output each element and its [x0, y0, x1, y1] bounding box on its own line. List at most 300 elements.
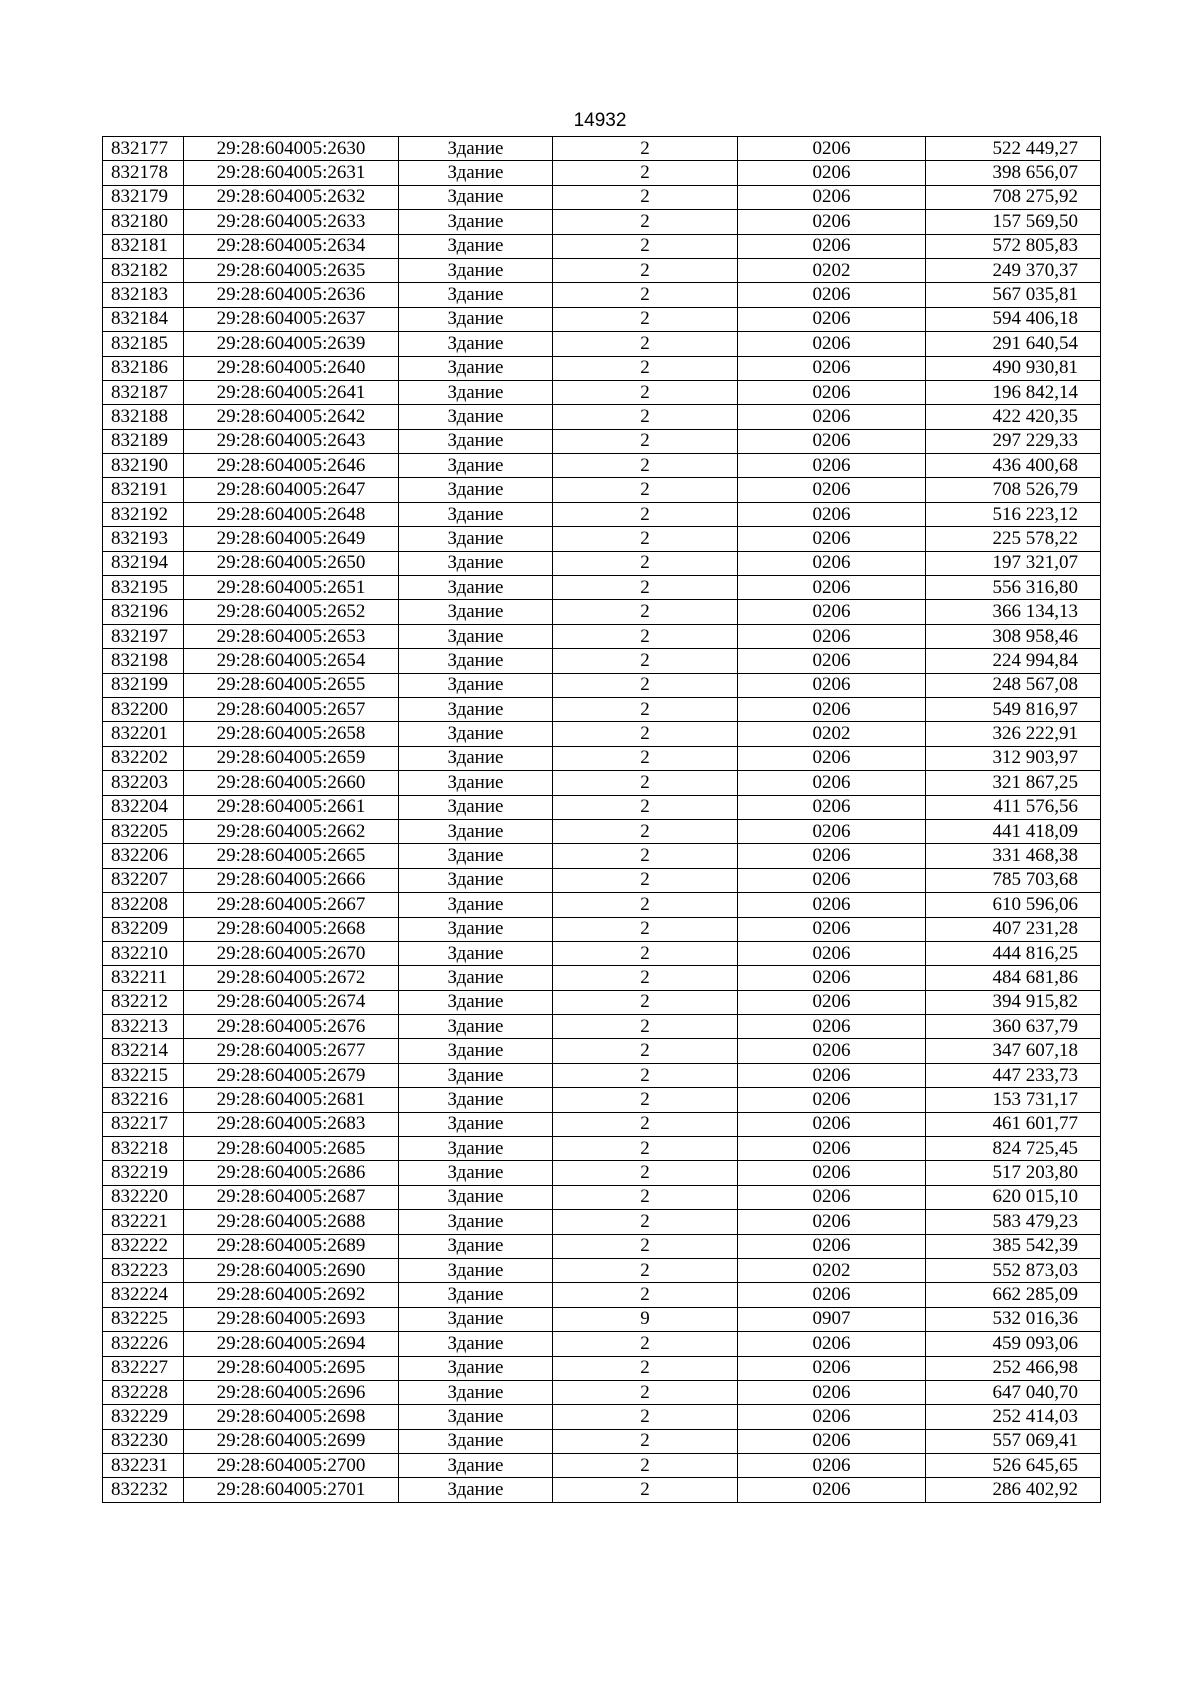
- table-row: [103, 771, 1101, 795]
- code-cell: 0206: [738, 1332, 926, 1356]
- code-cell: 0206: [738, 868, 926, 892]
- value-cell: 398 656,07: [926, 161, 1101, 185]
- group-cell: 2: [553, 1210, 738, 1234]
- object-type-cell: Здание: [399, 210, 553, 234]
- group-cell: 2: [553, 1429, 738, 1453]
- table-row: [103, 527, 1101, 551]
- table-row: [103, 478, 1101, 502]
- object-type-cell: Здание: [399, 258, 553, 282]
- table-row: [103, 576, 1101, 600]
- row-number-cell: 832199: [103, 673, 184, 697]
- object-type-cell: Здание: [399, 1356, 553, 1380]
- value-cell: 785 703,68: [926, 868, 1101, 892]
- cadastral-number-cell: 29:28:604005:2651: [184, 576, 399, 600]
- object-type-cell: Здание: [399, 527, 553, 551]
- table-row: [103, 1185, 1101, 1209]
- code-cell: 0206: [738, 1112, 926, 1136]
- code-cell: 0206: [738, 137, 926, 161]
- group-cell: 2: [553, 819, 738, 843]
- code-cell: 0206: [738, 332, 926, 356]
- object-type-cell: Здание: [399, 1015, 553, 1039]
- object-type-cell: Здание: [399, 624, 553, 648]
- group-cell: 2: [553, 307, 738, 331]
- table-row: [103, 1478, 1101, 1502]
- table-row: [103, 1088, 1101, 1112]
- code-cell: 0206: [738, 819, 926, 843]
- value-cell: 557 069,41: [926, 1429, 1101, 1453]
- value-cell: 291 640,54: [926, 332, 1101, 356]
- code-cell: 0206: [738, 697, 926, 721]
- cadastral-number-cell: 29:28:604005:2686: [184, 1161, 399, 1185]
- table-row: [103, 746, 1101, 770]
- code-cell: 0206: [738, 1405, 926, 1429]
- row-number-cell: 832213: [103, 1015, 184, 1039]
- row-number-cell: 832217: [103, 1112, 184, 1136]
- table-row: [103, 1112, 1101, 1136]
- table-row: [103, 795, 1101, 819]
- table-row: [103, 454, 1101, 478]
- group-cell: 2: [553, 746, 738, 770]
- code-cell: 0202: [738, 1258, 926, 1282]
- table-row: [103, 819, 1101, 843]
- cadastral-number-cell: 29:28:604005:2660: [184, 771, 399, 795]
- table-row: [103, 380, 1101, 404]
- table-row: [103, 600, 1101, 624]
- group-cell: 2: [553, 1039, 738, 1063]
- value-cell: 552 873,03: [926, 1258, 1101, 1282]
- row-number-cell: 832207: [103, 868, 184, 892]
- row-number-cell: 832218: [103, 1137, 184, 1161]
- cadastral-number-cell: 29:28:604005:2643: [184, 429, 399, 453]
- object-type-cell: Здание: [399, 1405, 553, 1429]
- code-cell: 0206: [738, 576, 926, 600]
- value-cell: 347 607,18: [926, 1039, 1101, 1063]
- cadastral-number-cell: 29:28:604005:2693: [184, 1307, 399, 1331]
- table-row: [103, 1380, 1101, 1404]
- table-row: [103, 966, 1101, 990]
- group-cell: 2: [553, 697, 738, 721]
- code-cell: 0206: [738, 1283, 926, 1307]
- value-cell: 196 842,14: [926, 380, 1101, 404]
- table-row: [103, 624, 1101, 648]
- code-cell: 0907: [738, 1307, 926, 1331]
- value-cell: 366 134,13: [926, 600, 1101, 624]
- table-row: [103, 502, 1101, 526]
- value-cell: 312 903,97: [926, 746, 1101, 770]
- group-cell: 2: [553, 844, 738, 868]
- table-row: [103, 1015, 1101, 1039]
- group-cell: 2: [553, 624, 738, 648]
- object-type-cell: Здание: [399, 893, 553, 917]
- value-cell: 647 040,70: [926, 1380, 1101, 1404]
- value-cell: 407 231,28: [926, 917, 1101, 941]
- code-cell: 0206: [738, 1185, 926, 1209]
- object-type-cell: Здание: [399, 1234, 553, 1258]
- object-type-cell: Здание: [399, 356, 553, 380]
- code-cell: 0206: [738, 527, 926, 551]
- group-cell: 2: [553, 356, 738, 380]
- table-row: [103, 868, 1101, 892]
- value-cell: 620 015,10: [926, 1185, 1101, 1209]
- group-cell: 2: [553, 1088, 738, 1112]
- group-cell: 2: [553, 893, 738, 917]
- cadastral-number-cell: 29:28:604005:2690: [184, 1258, 399, 1282]
- group-cell: 2: [553, 161, 738, 185]
- value-cell: 321 867,25: [926, 771, 1101, 795]
- group-cell: 2: [553, 1454, 738, 1478]
- row-number-cell: 832209: [103, 917, 184, 941]
- object-type-cell: Здание: [399, 1454, 553, 1478]
- object-type-cell: Здание: [399, 1478, 553, 1502]
- object-type-cell: Здание: [399, 771, 553, 795]
- code-cell: 0206: [738, 185, 926, 209]
- cadastral-number-cell: 29:28:604005:2665: [184, 844, 399, 868]
- value-cell: 556 316,80: [926, 576, 1101, 600]
- group-cell: 2: [553, 258, 738, 282]
- cadastral-number-cell: 29:28:604005:2654: [184, 649, 399, 673]
- group-cell: 2: [553, 990, 738, 1014]
- cadastral-number-cell: 29:28:604005:2661: [184, 795, 399, 819]
- table-body: [103, 137, 1101, 1503]
- code-cell: 0206: [738, 649, 926, 673]
- cadastral-number-cell: 29:28:604005:2658: [184, 722, 399, 746]
- cadastral-number-cell: 29:28:604005:2633: [184, 210, 399, 234]
- row-number-cell: 832194: [103, 551, 184, 575]
- cadastral-number-cell: 29:28:604005:2668: [184, 917, 399, 941]
- value-cell: 594 406,18: [926, 307, 1101, 331]
- object-type-cell: Здание: [399, 307, 553, 331]
- object-type-cell: Здание: [399, 868, 553, 892]
- cadastral-number-cell: 29:28:604005:2692: [184, 1283, 399, 1307]
- row-number-cell: 832185: [103, 332, 184, 356]
- cadastral-number-cell: 29:28:604005:2635: [184, 258, 399, 282]
- cadastral-number-cell: 29:28:604005:2699: [184, 1429, 399, 1453]
- object-type-cell: Здание: [399, 649, 553, 673]
- cadastral-number-cell: 29:28:604005:2648: [184, 502, 399, 526]
- group-cell: 2: [553, 868, 738, 892]
- row-number-cell: 832232: [103, 1478, 184, 1502]
- table-row: [103, 1258, 1101, 1282]
- cadastral-number-cell: 29:28:604005:2666: [184, 868, 399, 892]
- group-cell: 2: [553, 429, 738, 453]
- value-cell: 225 578,22: [926, 527, 1101, 551]
- code-cell: 0206: [738, 893, 926, 917]
- object-type-cell: Здание: [399, 429, 553, 453]
- value-cell: 459 093,06: [926, 1332, 1101, 1356]
- value-cell: 157 569,50: [926, 210, 1101, 234]
- code-cell: 0206: [738, 795, 926, 819]
- group-cell: 2: [553, 502, 738, 526]
- group-cell: 2: [553, 551, 738, 575]
- cadastral-number-cell: 29:28:604005:2676: [184, 1015, 399, 1039]
- row-number-cell: 832192: [103, 502, 184, 526]
- cadastral-number-cell: 29:28:604005:2650: [184, 551, 399, 575]
- cadastral-number-cell: 29:28:604005:2636: [184, 283, 399, 307]
- row-number-cell: 832214: [103, 1039, 184, 1063]
- table-row: [103, 1356, 1101, 1380]
- row-number-cell: 832184: [103, 307, 184, 331]
- table-row: [103, 1429, 1101, 1453]
- cadastral-number-cell: 29:28:604005:2698: [184, 1405, 399, 1429]
- table-row: [103, 137, 1101, 161]
- group-cell: 2: [553, 941, 738, 965]
- object-type-cell: Здание: [399, 1258, 553, 1282]
- value-cell: 824 725,45: [926, 1137, 1101, 1161]
- row-number-cell: 832179: [103, 185, 184, 209]
- group-cell: 2: [553, 137, 738, 161]
- value-cell: 394 915,82: [926, 990, 1101, 1014]
- value-cell: 572 805,83: [926, 234, 1101, 258]
- table-row: [103, 1137, 1101, 1161]
- group-cell: 2: [553, 649, 738, 673]
- cadastral-number-cell: 29:28:604005:2632: [184, 185, 399, 209]
- object-type-cell: Здание: [399, 1210, 553, 1234]
- group-cell: 2: [553, 185, 738, 209]
- object-type-cell: Здание: [399, 917, 553, 941]
- table-row: [103, 1039, 1101, 1063]
- code-cell: 0206: [738, 1356, 926, 1380]
- row-number-cell: 832200: [103, 697, 184, 721]
- group-cell: 2: [553, 1332, 738, 1356]
- object-type-cell: Здание: [399, 795, 553, 819]
- table-row: [103, 332, 1101, 356]
- code-cell: 0206: [738, 161, 926, 185]
- row-number-cell: 832180: [103, 210, 184, 234]
- value-cell: 249 370,37: [926, 258, 1101, 282]
- group-cell: 2: [553, 673, 738, 697]
- value-cell: 286 402,92: [926, 1478, 1101, 1502]
- row-number-cell: 832225: [103, 1307, 184, 1331]
- cadastral-number-cell: 29:28:604005:2681: [184, 1088, 399, 1112]
- code-cell: 0206: [738, 356, 926, 380]
- code-cell: 0202: [738, 722, 926, 746]
- object-type-cell: Здание: [399, 380, 553, 404]
- code-cell: 0206: [738, 380, 926, 404]
- group-cell: 2: [553, 1015, 738, 1039]
- table-row: [103, 941, 1101, 965]
- code-cell: 0206: [738, 1161, 926, 1185]
- object-type-cell: Здание: [399, 746, 553, 770]
- group-cell: 2: [553, 722, 738, 746]
- object-type-cell: Здание: [399, 1137, 553, 1161]
- code-cell: 0206: [738, 283, 926, 307]
- group-cell: 2: [553, 917, 738, 941]
- value-cell: 567 035,81: [926, 283, 1101, 307]
- code-cell: 0206: [738, 990, 926, 1014]
- row-number-cell: 832205: [103, 819, 184, 843]
- value-cell: 549 816,97: [926, 697, 1101, 721]
- table-row: [103, 990, 1101, 1014]
- row-number-cell: 832228: [103, 1380, 184, 1404]
- cadastral-number-cell: 29:28:604005:2679: [184, 1063, 399, 1087]
- cadastral-number-cell: 29:28:604005:2649: [184, 527, 399, 551]
- cadastral-number-cell: 29:28:604005:2657: [184, 697, 399, 721]
- table-row: [103, 356, 1101, 380]
- group-cell: 2: [553, 478, 738, 502]
- group-cell: 9: [553, 1307, 738, 1331]
- table-row: [103, 1405, 1101, 1429]
- value-cell: 516 223,12: [926, 502, 1101, 526]
- object-type-cell: Здание: [399, 283, 553, 307]
- object-type-cell: Здание: [399, 234, 553, 258]
- object-type-cell: Здание: [399, 1380, 553, 1404]
- row-number-cell: 832189: [103, 429, 184, 453]
- value-cell: 708 275,92: [926, 185, 1101, 209]
- row-number-cell: 832208: [103, 893, 184, 917]
- row-number-cell: 832221: [103, 1210, 184, 1234]
- group-cell: 2: [553, 527, 738, 551]
- object-type-cell: Здание: [399, 819, 553, 843]
- cadastral-number-cell: 29:28:604005:2685: [184, 1137, 399, 1161]
- row-number-cell: 832206: [103, 844, 184, 868]
- cadastral-number-cell: 29:28:604005:2689: [184, 1234, 399, 1258]
- row-number-cell: 832188: [103, 405, 184, 429]
- cadastral-number-cell: 29:28:604005:2634: [184, 234, 399, 258]
- cadastral-number-cell: 29:28:604005:2694: [184, 1332, 399, 1356]
- value-cell: 422 420,35: [926, 405, 1101, 429]
- object-type-cell: Здание: [399, 722, 553, 746]
- row-number-cell: 832190: [103, 454, 184, 478]
- object-type-cell: Здание: [399, 966, 553, 990]
- group-cell: 2: [553, 405, 738, 429]
- value-cell: 610 596,06: [926, 893, 1101, 917]
- value-cell: 583 479,23: [926, 1210, 1101, 1234]
- table-row: [103, 1332, 1101, 1356]
- code-cell: 0206: [738, 1234, 926, 1258]
- group-cell: 2: [553, 795, 738, 819]
- cadastral-number-cell: 29:28:604005:2700: [184, 1454, 399, 1478]
- code-cell: 0206: [738, 941, 926, 965]
- object-type-cell: Здание: [399, 454, 553, 478]
- object-type-cell: Здание: [399, 1112, 553, 1136]
- table-row: [103, 283, 1101, 307]
- value-cell: 522 449,27: [926, 137, 1101, 161]
- code-cell: 0206: [738, 917, 926, 941]
- cadastral-number-cell: 29:28:604005:2701: [184, 1478, 399, 1502]
- code-cell: 0206: [738, 405, 926, 429]
- cadastral-number-cell: 29:28:604005:2655: [184, 673, 399, 697]
- registry-table: [102, 136, 1101, 1503]
- code-cell: 0206: [738, 1088, 926, 1112]
- cadastral-number-cell: 29:28:604005:2642: [184, 405, 399, 429]
- value-cell: 532 016,36: [926, 1307, 1101, 1331]
- value-cell: 526 645,65: [926, 1454, 1101, 1478]
- row-number-cell: 832181: [103, 234, 184, 258]
- group-cell: 2: [553, 454, 738, 478]
- group-cell: 2: [553, 332, 738, 356]
- value-cell: 248 567,08: [926, 673, 1101, 697]
- table-row: [103, 161, 1101, 185]
- code-cell: 0206: [738, 1380, 926, 1404]
- row-number-cell: 832198: [103, 649, 184, 673]
- table-row: [103, 1210, 1101, 1234]
- code-cell: 0206: [738, 307, 926, 331]
- value-cell: 490 930,81: [926, 356, 1101, 380]
- group-cell: 2: [553, 1112, 738, 1136]
- object-type-cell: Здание: [399, 161, 553, 185]
- code-cell: 0206: [738, 966, 926, 990]
- group-cell: 2: [553, 771, 738, 795]
- code-cell: 0206: [738, 746, 926, 770]
- value-cell: 297 229,33: [926, 429, 1101, 453]
- value-cell: 411 576,56: [926, 795, 1101, 819]
- table-row: [103, 1063, 1101, 1087]
- cadastral-number-cell: 29:28:604005:2683: [184, 1112, 399, 1136]
- group-cell: 2: [553, 1137, 738, 1161]
- value-cell: 308 958,46: [926, 624, 1101, 648]
- code-cell: 0206: [738, 673, 926, 697]
- object-type-cell: Здание: [399, 576, 553, 600]
- group-cell: 2: [553, 210, 738, 234]
- code-cell: 0206: [738, 1454, 926, 1478]
- cadastral-number-cell: 29:28:604005:2637: [184, 307, 399, 331]
- group-cell: 2: [553, 380, 738, 404]
- table-row: [103, 649, 1101, 673]
- group-cell: 2: [553, 1283, 738, 1307]
- cadastral-number-cell: 29:28:604005:2653: [184, 624, 399, 648]
- object-type-cell: Здание: [399, 1307, 553, 1331]
- code-cell: 0206: [738, 234, 926, 258]
- cadastral-number-cell: 29:28:604005:2659: [184, 746, 399, 770]
- cadastral-number-cell: 29:28:604005:2695: [184, 1356, 399, 1380]
- object-type-cell: Здание: [399, 1088, 553, 1112]
- code-cell: 0206: [738, 1063, 926, 1087]
- row-number-cell: 832187: [103, 380, 184, 404]
- row-number-cell: 832216: [103, 1088, 184, 1112]
- object-type-cell: Здание: [399, 697, 553, 721]
- code-cell: 0206: [738, 1210, 926, 1234]
- table-row: [103, 1307, 1101, 1331]
- row-number-cell: 832212: [103, 990, 184, 1014]
- row-number-cell: 832195: [103, 576, 184, 600]
- row-number-cell: 832224: [103, 1283, 184, 1307]
- row-number-cell: 832219: [103, 1161, 184, 1185]
- object-type-cell: Здание: [399, 600, 553, 624]
- code-cell: 0206: [738, 1015, 926, 1039]
- code-cell: 0206: [738, 1137, 926, 1161]
- table-row: [103, 234, 1101, 258]
- value-cell: 662 285,09: [926, 1283, 1101, 1307]
- code-cell: 0206: [738, 1039, 926, 1063]
- value-cell: 461 601,77: [926, 1112, 1101, 1136]
- object-type-cell: Здание: [399, 478, 553, 502]
- value-cell: 197 321,07: [926, 551, 1101, 575]
- object-type-cell: Здание: [399, 1185, 553, 1209]
- code-cell: 0206: [738, 1429, 926, 1453]
- code-cell: 0206: [738, 429, 926, 453]
- cadastral-number-cell: 29:28:604005:2670: [184, 941, 399, 965]
- cadastral-number-cell: 29:28:604005:2667: [184, 893, 399, 917]
- code-cell: 0206: [738, 1478, 926, 1502]
- group-cell: 2: [553, 283, 738, 307]
- cadastral-number-cell: 29:28:604005:2640: [184, 356, 399, 380]
- value-cell: 441 418,09: [926, 819, 1101, 843]
- row-number-cell: 832227: [103, 1356, 184, 1380]
- value-cell: 360 637,79: [926, 1015, 1101, 1039]
- value-cell: 331 468,38: [926, 844, 1101, 868]
- object-type-cell: Здание: [399, 941, 553, 965]
- cadastral-number-cell: 29:28:604005:2696: [184, 1380, 399, 1404]
- value-cell: 252 414,03: [926, 1405, 1101, 1429]
- value-cell: 385 542,39: [926, 1234, 1101, 1258]
- object-type-cell: Здание: [399, 185, 553, 209]
- object-type-cell: Здание: [399, 673, 553, 697]
- table-row: [103, 1161, 1101, 1185]
- cadastral-number-cell: 29:28:604005:2687: [184, 1185, 399, 1209]
- cadastral-number-cell: 29:28:604005:2672: [184, 966, 399, 990]
- row-number-cell: 832222: [103, 1234, 184, 1258]
- value-cell: 444 816,25: [926, 941, 1101, 965]
